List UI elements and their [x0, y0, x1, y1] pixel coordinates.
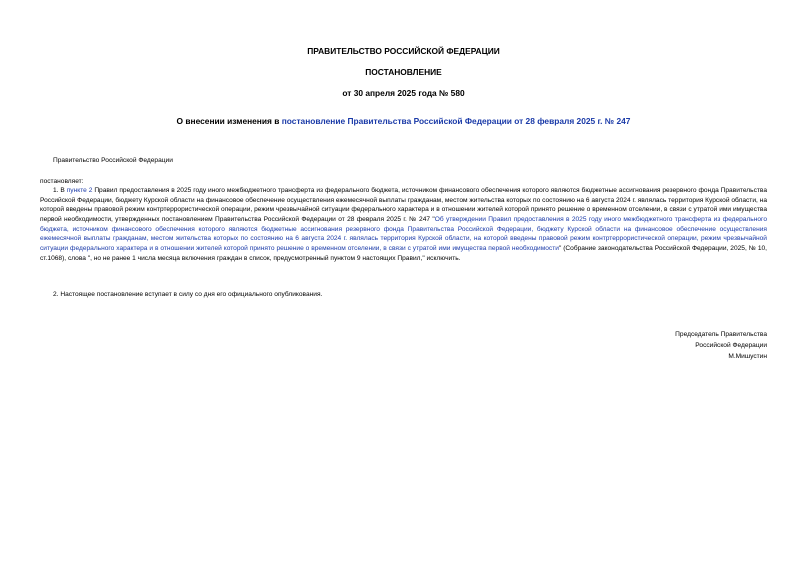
government-heading: ПРАВИТЕЛЬСТВО РОССИЙСКОЙ ФЕДЕРАЦИИ: [307, 46, 500, 56]
point-2-link[interactable]: пункте 2: [66, 187, 93, 194]
amended-resolution-link[interactable]: постановление Правительства Российской Федерации от 28 февраля 2025 г. № 247: [281, 116, 631, 126]
paragraph-1: [40, 186, 767, 263]
document-title-prefix: О внесении изменения в: [176, 116, 282, 126]
signature-title: Председатель Правительства: [675, 331, 767, 338]
paragraph-1-number: 1. В: [53, 187, 67, 194]
signature-name: М.Мишустин: [728, 352, 767, 360]
date-number-heading: от 30 апреля 2025 года № 580: [342, 88, 465, 98]
intro-text: Правительство Российской Федерации: [53, 157, 173, 164]
document-type-heading: ПОСТАНОВЛЕНИЕ: [365, 67, 442, 77]
paragraph-2: 2. Настоящее постановление вступает в силу со дня его официального опубликования.: [53, 291, 323, 298]
paragraph-1-text-b: " (Собрание законодательства Российской Федерации, 2025, № 10, ст.1068), слова ", но не ранее 1 числа месяца включения граждан в список, предусмотренный пунктом 9 настоящих Правил," исключить.: [40, 244, 767, 262]
signature-organization: Российской Федерации: [695, 341, 767, 349]
resolution-247-link[interactable]: Об утверждении Правил предоставления в 2025 году иного межбюджетного трансферта из федерального бюджета, источником финансового обеспечения которого являются бюджетные ассигнования резервного фонда Правительства Российской Федерации, бюджету Курской области на финансовое обеспечение осуществления ежемесячной выплаты гражданам, местом жительства которых по состоянию на 6 августа 2024 г. являлась территория Курской области, на которой введены правовой режим контртеррористической операции, режим чрезвычайной ситуации федерального характера и в отношении жителей которой принято решение о временном отселении, в связи с утратой ими имущества первой необходимости: [40, 215, 767, 252]
document-title: [0, 116, 807, 126]
signature-block: [675, 330, 767, 362]
resolves-text: постановляет:: [40, 178, 84, 185]
paragraph-1-text-a: Правил предоставления в 2025 году иного межбюджетного трансферта из федерального бюджета, источником финансового обеспечения которого являются бюджетные ассигнования резервного фонда Правительства Российской Федерации, бюджету Курской области на финансовое обеспечение осуществления ежемесячной выплаты гражданам, местом жительства которых по состоянию на 6 августа 2024 г. являлась территория Курской области, на которой введены правовой режим контртеррористической операции, режим чрезвычайной ситуации федерального характера и в отношении жителей которой принято решение о временном отселении, в связи с утратой ими имущества первой необходимости, утвержденных постановлением Правительства Российской Федерации от 28 февраля 2025 г. № 247 ": [40, 187, 768, 223]
